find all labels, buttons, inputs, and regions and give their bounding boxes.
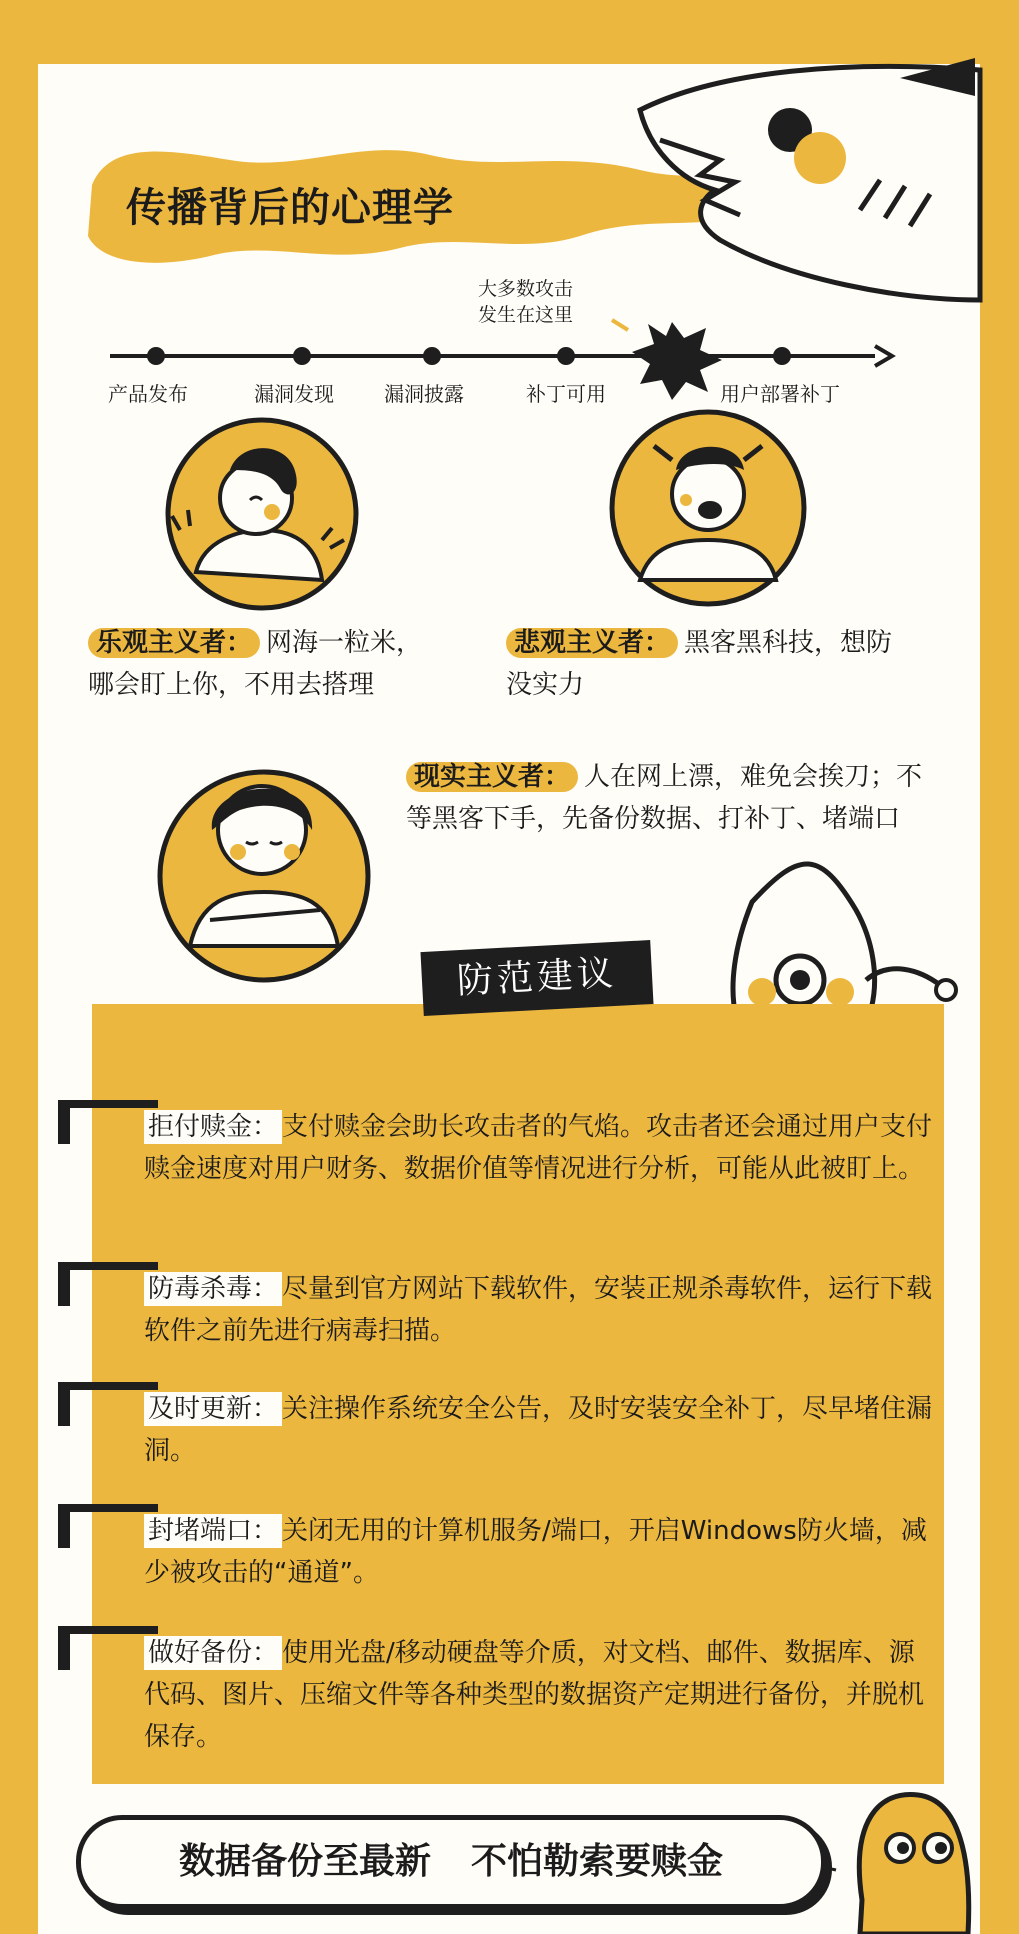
pessimist-illustration xyxy=(612,412,804,604)
timeline-stage-label: 漏洞发现 xyxy=(254,382,334,406)
timeline-annotation-line1: 大多数攻击 xyxy=(478,278,574,300)
advice-item-text: 关注操作系统安全公告，及时安装安全补丁，尽早堵住漏洞。 xyxy=(144,1394,933,1466)
optimist-text: 网海一粒米，哪会盯上你，不用去搭理 xyxy=(88,628,423,700)
slogan-part2: 不怕勒索要赎金 xyxy=(471,1841,724,1882)
advice-item-label: 防毒杀毒： xyxy=(144,1272,282,1306)
advice-item-label: 做好备份： xyxy=(144,1636,282,1670)
timeline-dot xyxy=(557,347,575,365)
timeline-stage-label: 用户部署补丁 xyxy=(720,382,840,406)
timeline-stage-label: 漏洞披露 xyxy=(384,382,464,406)
corner-character-illustration xyxy=(820,1794,969,1934)
advice-title: 防范建议 xyxy=(420,940,653,1016)
optimist-label: 乐观主义者： xyxy=(88,628,260,658)
realist-label: 现实主义者： xyxy=(406,762,578,792)
timeline-dot xyxy=(423,347,441,365)
realist-illustration xyxy=(160,772,368,980)
timeline-dot xyxy=(773,347,791,365)
realist-block xyxy=(406,756,946,840)
advice-item-label: 封堵端口： xyxy=(144,1514,282,1548)
slogan-banner xyxy=(76,1815,826,1909)
timeline-annotation-line2: 发生在这里 xyxy=(478,304,574,326)
optimist-block xyxy=(88,622,428,706)
timeline-stage-label: 补丁可用 xyxy=(526,382,606,406)
advice-item-text: 关闭无用的计算机服务/端口，开启Windows防火墙，减少被攻击的“通道”。 xyxy=(144,1516,927,1588)
page-title: 传播背后的心理学 xyxy=(126,185,454,231)
pessimist-text: 黑客黑科技，想防没实力 xyxy=(506,628,893,700)
advice-item-label: 拒付赎金： xyxy=(144,1110,282,1144)
pessimist-label: 悲观主义者： xyxy=(506,628,678,658)
advice-item-label: 及时更新： xyxy=(144,1392,282,1426)
timeline-stage-label: 产品发布 xyxy=(108,382,188,406)
advice-item-text: 使用光盘/移动硬盘等介质，对文档、邮件、数据库、源代码、图片、压缩文件等各种类型的数据资产定期进行备份，并脱机保存。 xyxy=(144,1638,925,1752)
realist-text: 人在网上漂，难免会挨刀；不等黑客下手，先备份数据、打补丁、堵端口 xyxy=(406,762,923,834)
optimist-illustration xyxy=(168,420,356,608)
slogan-part1: 数据备份至最新 xyxy=(178,1841,431,1882)
advice-item-text: 尽量到官方网站下载软件，安装正规杀毒软件，运行下载软件之前先进行病毒扫描。 xyxy=(144,1274,933,1346)
timeline-dot xyxy=(293,347,311,365)
shark-illustration xyxy=(640,58,980,300)
timeline-dot xyxy=(147,347,165,365)
attack-burst-icon xyxy=(632,322,722,400)
advice-item-text: 支付赎金会助长攻击者的气焰。攻击者还会通过用户支付赎金速度对用户财务、数据价值等情况进行分析，可能从此被盯上。 xyxy=(144,1112,933,1184)
pessimist-block xyxy=(506,622,906,706)
